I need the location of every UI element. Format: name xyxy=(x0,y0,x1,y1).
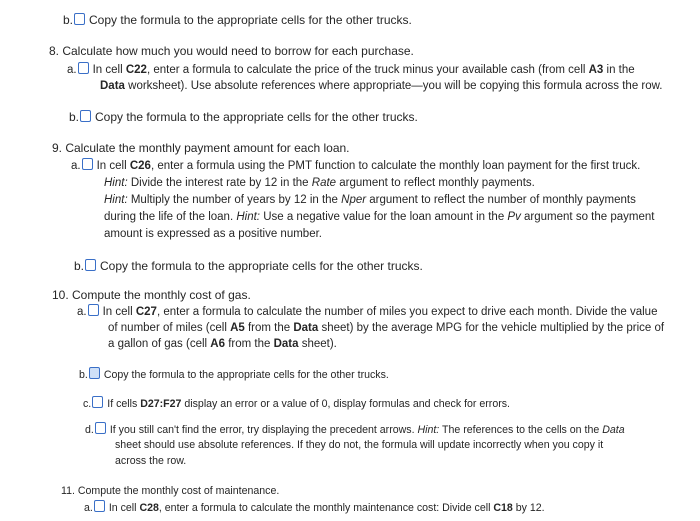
step10-a xyxy=(77,304,657,320)
step8-a-label: a. xyxy=(67,64,77,76)
step8-b-label: b. xyxy=(69,110,80,124)
step10-d-line2: sheet should use absolute references. If they do not, the formula will update incorrectly when you copy it xyxy=(115,439,604,451)
step10-d-checkbox[interactable] xyxy=(95,422,106,434)
step7-b-text: Copy the formula to the appropriate cells for the other trucks. xyxy=(89,13,412,27)
step9-a-line5: amount is expressed as a positive number. xyxy=(104,228,322,240)
step10-c-text-1: If cells xyxy=(107,398,141,410)
step10-a-text-5: sheet) by the average MPG for the vehicle multiplied by the price of xyxy=(318,322,665,334)
step10-a-text-7: from the xyxy=(225,338,274,350)
step10-a-sheet-name-2: Data xyxy=(273,338,299,350)
step9-title: 9. Calculate the monthly payment amount for each loan. xyxy=(52,141,350,155)
step10-c-text-2: display an error or a value of 0, display formulas and check for errors. xyxy=(181,398,510,410)
step8-a-checkbox[interactable] xyxy=(78,62,89,74)
step10-d-label: d. xyxy=(85,424,94,436)
step10-d-sheet-name: Data xyxy=(602,424,625,436)
step9-a-text-4: during the life of the loan. xyxy=(104,211,237,223)
step8-a-sheet-name: Data xyxy=(100,80,125,92)
rate-argument: Rate xyxy=(311,177,337,189)
step10-a-text-4: from the xyxy=(244,322,294,334)
step10-a-text-1: In cell xyxy=(102,306,136,318)
step8-a-cell-ref-2: A3 xyxy=(588,64,604,76)
hint-label: Hint: xyxy=(417,424,440,436)
step9-a-text-5: Use a negative value for the loan amount in the xyxy=(260,211,508,223)
step9-a-hint2 xyxy=(104,193,636,208)
step10-a-text-2: , enter a formula to calculate the number of miles you expect to drive each month. Divide the value xyxy=(156,306,658,318)
step10-a-cell-ref: C27 xyxy=(135,306,157,318)
step9-a-hint1-text-2: argument to reflect monthly payments. xyxy=(336,177,535,189)
step9-a-hint2-text: Multiply the number of years by 12 in the xyxy=(127,194,342,206)
step11-a-text-3: by 12. xyxy=(512,502,545,514)
step10-a-label: a. xyxy=(77,306,87,318)
step10-a-cell-a6: A6 xyxy=(210,338,225,350)
step9-b xyxy=(74,259,423,274)
step9-a-label: a. xyxy=(71,160,81,172)
step9-a-hint2-text-2: argument to reflect the number of monthly payments xyxy=(366,194,636,206)
step9-b-checkbox[interactable] xyxy=(85,259,96,271)
step9-a-checkbox[interactable] xyxy=(82,158,93,170)
step8-b xyxy=(69,110,418,125)
step8-a-text-4: worksheet). Use absolute references where appropriate—you will be copying this formula across the row. xyxy=(124,80,663,92)
step9-a-cell-ref: C26 xyxy=(129,160,151,172)
step9-a xyxy=(71,158,640,174)
hint-label: Hint: xyxy=(104,194,128,206)
step9-a-line4 xyxy=(104,210,654,225)
step10-a-checkbox[interactable] xyxy=(88,304,99,316)
step11-a-text-2: , enter a formula to calculate the monthly maintenance cost: Divide cell xyxy=(158,502,494,514)
step10-b-text: Copy the formula to the appropriate cells for the other trucks. xyxy=(103,369,389,381)
step10-b-label: b. xyxy=(79,369,88,381)
step7-b xyxy=(63,13,412,28)
step10-d-line3: across the row. xyxy=(115,455,187,467)
step10-c-cell-range: D27:F27 xyxy=(140,398,182,410)
step8-a-line2 xyxy=(100,79,663,94)
step10-a-sheet-name: Data xyxy=(293,322,319,334)
step10-a-cell-a5: A5 xyxy=(230,322,245,334)
step10-a-text-8: sheet). xyxy=(298,338,337,350)
step9-b-text: Copy the formula to the appropriate cells for the other trucks. xyxy=(100,259,423,273)
nper-argument: Nper xyxy=(341,194,367,206)
step10-d xyxy=(85,422,625,438)
step10-c xyxy=(83,396,510,412)
step10-a-text-6: a gallon of gas (cell xyxy=(108,338,211,350)
step9-a-text-1: In cell xyxy=(96,160,130,172)
step10-a-line2 xyxy=(108,321,664,336)
step10-b-checkbox[interactable] xyxy=(89,367,100,379)
step8-a-text-1: In cell xyxy=(92,64,126,76)
step10-c-checkbox[interactable] xyxy=(92,396,103,408)
step8-a xyxy=(67,62,635,78)
step10-d-text-2: The references to the cells on the xyxy=(439,424,603,436)
step9-a-text-6: argument so the payment xyxy=(520,211,655,223)
step10-a-text-3: of number of miles (cell xyxy=(108,322,231,334)
step9-a-text-2: , enter a formula using the PMT function to calculate the monthly loan payment for the first truck. xyxy=(150,160,641,172)
step8-title: 8. Calculate how much you would need to borrow for each purchase. xyxy=(49,44,414,58)
step9-b-label: b. xyxy=(74,259,85,273)
step10-b xyxy=(79,367,389,383)
step8-a-text-3: in the xyxy=(603,64,635,76)
step10-title: 10. Compute the monthly cost of gas. xyxy=(52,288,251,302)
hint-label: Hint: xyxy=(236,211,260,223)
step8-a-cell-ref: C22 xyxy=(125,64,147,76)
step11-a-label: a. xyxy=(84,502,93,514)
step11-a-checkbox[interactable] xyxy=(94,500,105,512)
step9-a-hint1 xyxy=(104,176,535,191)
step7-b-label: b. xyxy=(63,13,74,27)
step8-b-checkbox[interactable] xyxy=(80,110,91,122)
step8-a-text-2: , enter a formula to calculate the price of the truck minus your available cash (from cell xyxy=(146,64,589,76)
hint-label: Hint: xyxy=(104,177,128,189)
step10-a-line3 xyxy=(108,337,337,352)
step11-a-text-1: In cell xyxy=(108,502,140,514)
step7-b-checkbox[interactable] xyxy=(74,13,85,25)
step11-a-cell-ref-2: C18 xyxy=(493,502,513,514)
step9-a-hint1-text: Divide the interest rate by 12 in the xyxy=(127,177,312,189)
step11-a xyxy=(84,500,545,516)
pv-argument: Pv xyxy=(507,211,521,223)
step11-title: 11. Compute the monthly cost of maintenance. xyxy=(61,485,280,497)
step10-c-label: c. xyxy=(83,398,92,410)
step10-d-text-1: If you still can't find the error, try displaying the precedent arrows. xyxy=(109,424,418,436)
step11-a-cell-ref: C28 xyxy=(139,502,159,514)
step8-b-text: Copy the formula to the appropriate cells for the other trucks. xyxy=(95,110,418,124)
